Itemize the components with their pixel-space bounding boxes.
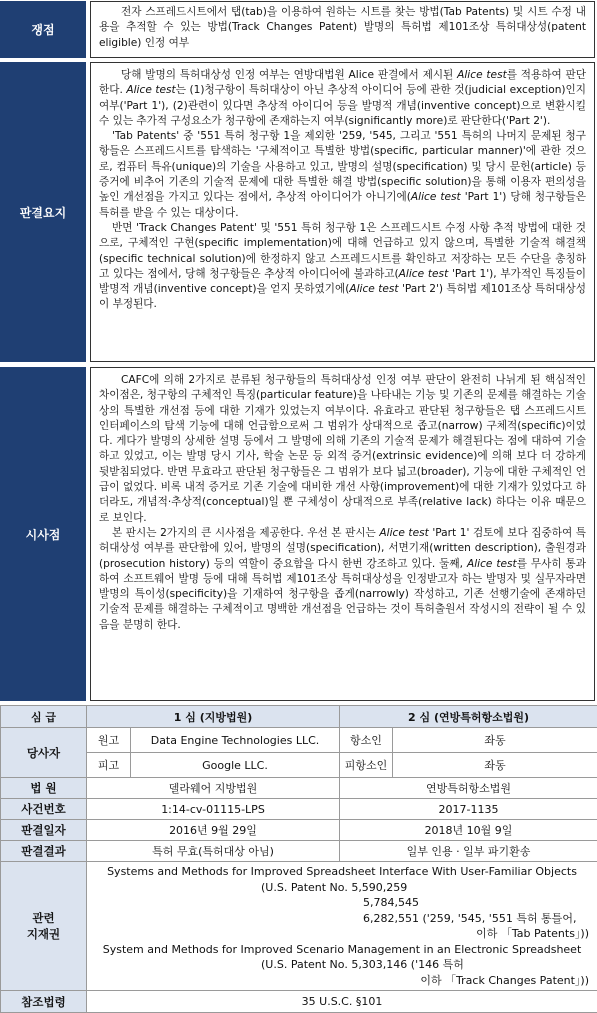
court-first: 델라웨어 지방법원 <box>87 778 340 799</box>
patent-line: (U.S. Patent No. 5,303,146 ('146 특허 <box>93 957 591 973</box>
ip-label-line-1: 관련 <box>32 911 54 925</box>
implication-box <box>90 367 595 701</box>
ip-label <box>1 862 87 991</box>
case-no-label: 사건번호 <box>1 799 87 820</box>
instance-label: 심 급 <box>1 706 87 728</box>
court-second: 연방특허항소법원 <box>340 778 597 799</box>
issue-text: 전자 스프레드시트에서 탭(tab)을 이용하여 원하는 시트를 찾는 방법(Tab Patents) 및 시트 수정 내용을 추적할 수 있는 방법(Track Changes Patent) 발명의 특허법 제101조상 특허대상성(patent eligible) 인정 여부 <box>99 5 586 51</box>
result-label: 판결결과 <box>1 841 87 862</box>
implication-paragraph-1: CAFC에 의해 2가지로 분류된 청구항들의 특허대상성 인정 여부 판단이 완전히 나뉘게 된 핵심적인 차이점은, 청구항의 구체적인 특징(particular feature)을 나타내는 기능 및 기존의 문제를 해결하는 기술상의 특별한 개선점 등에 대한 기재가 있었는지 여부이다. 유효라고 판단된 청구항들은 탭 스프레드시트 인터페이스의 탐색 기능에 대해 언급함으로써 그 범위가 상대적으로 좁고(narrow) 구체적(specific)이었다. 게다가 발명의 상세한 설명 등에서 그 발명에 의해 기존의 기술적 문제가 해결된다는 점에 대하여 기술하고 있었고, 이는 발명 당시 기사, 학술 논문 등 외적 증거(extrinsic evidence)에 의해 보다 더 강하게 뒷받침되었다. 반면 무효라고 판단된 청구항들은 그 범위가 보다 넓고(broader), 기능에 대한 구체적인 언급이 없었다. 비록 내적 증거로 기존 기술에 대비한 개선 사항(improvement)에 대한 기재가 있었다고 하더라도, 개념적·추상적(conceptual)일 뿐 구체성이 상대적으로 부족(relative lack) 하다는 이유 때문으로 보인다. <box>99 373 586 526</box>
implication-section <box>0 367 597 701</box>
defendant-name: Google LLC. <box>131 753 340 778</box>
table-row <box>1 753 597 778</box>
patent-line: 이하 「Tab Patents」)) <box>93 926 591 942</box>
appellant-value: 좌동 <box>393 728 597 753</box>
holding-paragraph-3: 반면 'Track Changes Patent' 및 '551 특허 청구항 1은 스프레드시트 수정 사항 추적 방법에 대한 것으로, 구체적인 구현(specific implementation)에 대해 언급하고 있지 않으며, 특별한 기술적 해결책(specific technical solution)에 한정하지 않고 스프레드시트를 확인하고 저장하는 모든 수단을 총칭하고 있다는 점에서, 당해 청구항들은 추상적 아이디어에 불과하고(Alice test 'Part 1'), 부가적인 특징들이 발명적 개념(inventive concept)을 얻지 못하였기에(Alice test 'Part 2') 특허법 제101조상 특허대상성이 부정된다. <box>99 221 586 313</box>
parties-label: 당사자 <box>1 728 87 778</box>
table-row <box>1 841 597 862</box>
holding-box <box>90 62 595 362</box>
case-info-table <box>0 705 597 1013</box>
date-first: 2016년 9월 29일 <box>87 820 340 841</box>
issue-box <box>90 1 595 58</box>
case-no-second: 2017-1135 <box>340 799 597 820</box>
plaintiff-name: Data Engine Technologies LLC. <box>131 728 340 753</box>
plaintiff-label: 원고 <box>87 728 131 753</box>
patent-line: (U.S. Patent No. 5,590,259 <box>93 880 591 896</box>
table-row <box>1 820 597 841</box>
appellant-label: 항소인 <box>340 728 393 753</box>
law-value: 35 U.S.C. §101 <box>87 991 597 1013</box>
table-row <box>1 778 597 799</box>
holding-section <box>0 62 597 362</box>
date-second: 2018년 10월 9일 <box>340 820 597 841</box>
patent-line: System and Methods for Improved Scenario Management in an Electronic Spreadsheet <box>93 942 591 958</box>
case-no-first: 1:14-cv-01115-LPS <box>87 799 340 820</box>
ip-label-line-2: 지재권 <box>27 927 60 941</box>
date-label: 판결일자 <box>1 820 87 841</box>
table-row <box>1 991 597 1013</box>
table-row <box>1 799 597 820</box>
implication-label: 시사점 <box>0 367 86 701</box>
holding-label: 판결요지 <box>0 62 86 362</box>
patent-line: 6,282,551 ('259, '545, '551 특허 통틀어, <box>93 911 591 927</box>
table-row <box>1 862 597 991</box>
ip-patents <box>87 862 597 991</box>
law-label: 참조법령 <box>1 991 87 1013</box>
second-instance-header: 2 심 (연방특허항소법원) <box>340 706 597 728</box>
patent-line: Systems and Methods for Improved Spreadsheet Interface With User-Familiar Objects <box>93 864 591 880</box>
table-row <box>1 728 597 753</box>
court-label: 법 원 <box>1 778 87 799</box>
defendant-label: 피고 <box>87 753 131 778</box>
appellee-value: 좌동 <box>393 753 597 778</box>
patent-line: 5,784,545 <box>93 895 591 911</box>
patent-line: 이하 「Track Changes Patent」)) <box>93 973 591 989</box>
issue-section <box>0 1 597 58</box>
appellee-label: 피항소인 <box>340 753 393 778</box>
first-instance-header: 1 심 (지방법원) <box>87 706 340 728</box>
holding-paragraph-2: 'Tab Patents' 중 '551 특허 청구항 1을 제외한 '259, '545, 그리고 '551 특허의 나머지 문제된 청구항들은 스프레드시트를 탐색하는 '구체적이고 특별한 방법(specific, particular manner)'에 관한 것으로, 컴퓨터 특유(unique)의 기술을 사용하고 있고, 발명의 설명(specification) 및 당시 문헌(article) 등 증거에 비추어 기존의 기술적 문제에 대한 특별한 해결 방법(specific solution)을 통해 이용자 편의성을 높인 개선점을 가지고 있다는 점에서, 추상적 아이디어가 아니기에(Alice test 'Part 1') 당해 청구항들은 특허를 받을 수 있는 대상이다. <box>99 129 586 221</box>
table-row <box>1 706 597 728</box>
result-first: 특허 무효(특허대상 아님) <box>87 841 340 862</box>
result-second: 일부 인용 · 일부 파기환송 <box>340 841 597 862</box>
implication-paragraph-2: 본 판시는 2가지의 큰 시사점을 제공한다. 우선 본 판시는 Alice test 'Part 1' 검토에 보다 집중하여 특허대상성 여부를 판단함에 있어, 발명의 설명(specification), 서면기재(written description), 출원경과(prosecution history) 등의 역할이 중요함을 다시 한번 강조하고 있다. 둘째, Alice test를 무사히 통과하여 소프트웨어 발명 등에 대해 특허법 제101조상 특허대상성을 인정받고자 하는 발명자 및 실무자라면 발명의 특이성(specificity)을 기재하여 청구항을 좁게(narrowly) 작성하고, 기존 선행기술에 존재하던 기술적 문제를 해결하는 구체적이고 명백한 개선점을 언급하는 것이 특허출원서 작성시의 전략이 될 수 있음을 분명히 한다. <box>99 526 586 633</box>
holding-paragraph-1: 당해 발명의 특허대상성 인정 여부는 연방대법원 Alice 판결에서 제시된 Alice test를 적용하여 판단한다. Alice test는 (1)청구항이 특허대상이 아닌 추상적 아이디어 등에 관한 것(judicial exception)인지 여부('Part 1'), (2)관련이 있다면 추상적 아이디어 등을 발명적 개념(inventive concept)으로 변환시킬 수 있는 추가적 구성요소가 청구항에 존재하는지 여부(significantly more)로 판단한다('Part 2'). <box>99 68 586 129</box>
issue-label: 쟁점 <box>0 1 86 58</box>
